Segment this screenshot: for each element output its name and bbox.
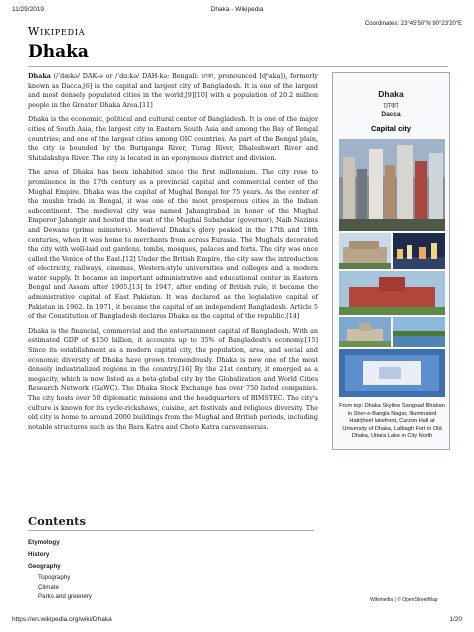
infobox-name: Dhaka: [378, 89, 404, 99]
lead-paragraph-2: Dhaka is the economic, political and cultural center of Bangladesh. It is one of the major cities of South Asia, the largest city in Eastern South Asia and among the Bay of Bengal countries; and one of the largest cities among OIC countries. As part of the Bengal plain, the city is bounded by the Buriganga River, Turag River, Dhaleshwari River and Shitalakshya River. The city is located in an eponymous district and division.: [28, 115, 318, 162]
infobox-settlement-type: Capital city: [370, 124, 411, 133]
curzon-hall-photo: [339, 271, 445, 315]
hatirjheel-photo: [393, 233, 445, 269]
lead-bold-name: Dhaka: [28, 72, 51, 80]
toc-subitem-parks[interactable]: Parks and greenery: [38, 593, 92, 600]
print-footer: [12, 616, 462, 626]
print-url: https://en.wikipedia.org/wiki/Dhaka: [12, 616, 112, 623]
print-title: Dhaka - Wikipedia: [210, 6, 264, 13]
lead-paragraph-3: The area of Dhaka has been inhabited since the first millennium. The city rose to prominence in the 17th century as a provincial capital and commercial center of the Mughal Empire. Dhaka was the capital of Mughal Bengal for 75 years. As the center of the muslin trade in Bengal, it was one of the most prosperous cities in the Indian subcontinent. The medieval city was named Jahangirabad in honor of the Mughal Emperor Jahangir and hosted the seat of the Mughal Subahdar (governor), Naib Nazims and Dewans (prime ministers). Medieval Dhaka's glory peaked in the 17th and 18th centuries, when it was home to merchants from across Eurasia. The Mughals decorated the city with well-laid out gardens, tombs, mosques, palaces and forts. The city was once called the Venice of the East.[12] Under the British Empire, the city saw the introduction of electricity, railways, cinemas, Western-style universities and colleges and a modern water supply. It became an important administrative and educational center in Eastern Bengal and Assam after 1905.[13] In 1947, after ending of British rule, it became the administrative capital of East Pakistan. It was declared as the legislative capital of Pakistan in 1962. In 1971, it became the capital of an independent Bangladesh. Article 5 of the Constitution of Bangladesh declares Dhaka as the capital of the republic.[14]: [28, 168, 318, 321]
brand-text: Wikipedia: [28, 25, 86, 38]
toc-divider: [28, 530, 314, 531]
infobox-native-name: ঢাকা: [383, 101, 399, 110]
toc-item-geography[interactable]: Geography: [28, 563, 61, 570]
lead-paragraph-1: [28, 72, 318, 110]
infobox: [332, 72, 450, 450]
toc-subitem-climate[interactable]: Climate: [38, 583, 59, 591]
infobox-caption: From top: Dhaka Skyline Sangsad Bhaban in Sher-e-Bangla Nagar, Illuminated Hatirjheel lakefront, Curzon Hall at University of Dhaka, Lalbagh Fort in Old Dhaka, Uttara Lake in City North: [339, 403, 445, 440]
toc-item-history[interactable]: History: [28, 551, 50, 558]
toc-item-etymology[interactable]: Etymology: [28, 539, 60, 546]
toc-title: Contents: [28, 514, 86, 528]
wikimedia-link[interactable]: Wikimedia: [370, 597, 394, 603]
lead-paragraph-4: Dhaka is the financial, commercial and the entertainment capital of Bangladesh. With an estimated GDP of $150 billion, it accounts up to 35% of Bangladesh's economy.[15] Since its establishment as a modern capital city, the population, area, and social and economic diversity of Dhaka have grown tremendously. Dhaka is now one of the most densely industrialized regions in the country.[16] By the 21st century, it emerged as a megacity, which is now listed as a beta-global city by the Globalization and World Cities Research Network (GaWC). The Dhaka Stock Exchange has over 750 listed companies. The city hosts over 50 diplomatic missions and the headquarters of BIMSTEC. The city's culture is known for its cycle-rickshaws, cuisine, art festivals and religious diversity. The old city is home to around 2000 buildings from the Mughal and British periods, including notable structures such as the Bara Katra and Choto Katra caravanserais.: [28, 326, 318, 431]
infobox-alt-name: Dacca: [381, 111, 401, 118]
wikipedia-wordmark[interactable]: [28, 25, 85, 38]
print-date: 11/29/2019: [12, 6, 45, 13]
map-attribution: [370, 597, 438, 603]
lalbagh-fort-photo: [339, 317, 391, 347]
print-header: [12, 6, 462, 16]
coordinates[interactable]: Coordinates: 23°45′50″N 90°23′20″E: [364, 21, 462, 27]
skyline-photo: [339, 139, 445, 231]
page-number: 1/20: [449, 616, 462, 623]
lead-paragraph-1-text: (/ˈdækə/ DAK-ə or /ˈdɑːkə/ DAH-kə; Bengali: ঢাকা, pronounced [ɖʱaka]), formerly known as Dacca,[6] is the capital and largest city of Bangladesh. It is one of the largest and most densely populated cities in the world,[9][10] with a population of 20.2 million people in the Greater Dhaka Area.[11]: [28, 72, 318, 109]
page-title: Dhaka: [28, 42, 89, 62]
parliament-photo: [339, 233, 391, 269]
city-montage-image[interactable]: [339, 139, 445, 397]
toc-subitem-topography[interactable]: Topography: [38, 574, 71, 581]
openstreetmap-link[interactable]: OpenStreetMap: [402, 597, 438, 603]
attribution-separator: | ©: [393, 597, 403, 603]
article-body: [28, 72, 318, 437]
table-of-contents: [28, 514, 178, 602]
title-divider: [28, 66, 448, 67]
dhaka-map: [339, 349, 445, 397]
uttara-lake-photo: [393, 317, 445, 347]
